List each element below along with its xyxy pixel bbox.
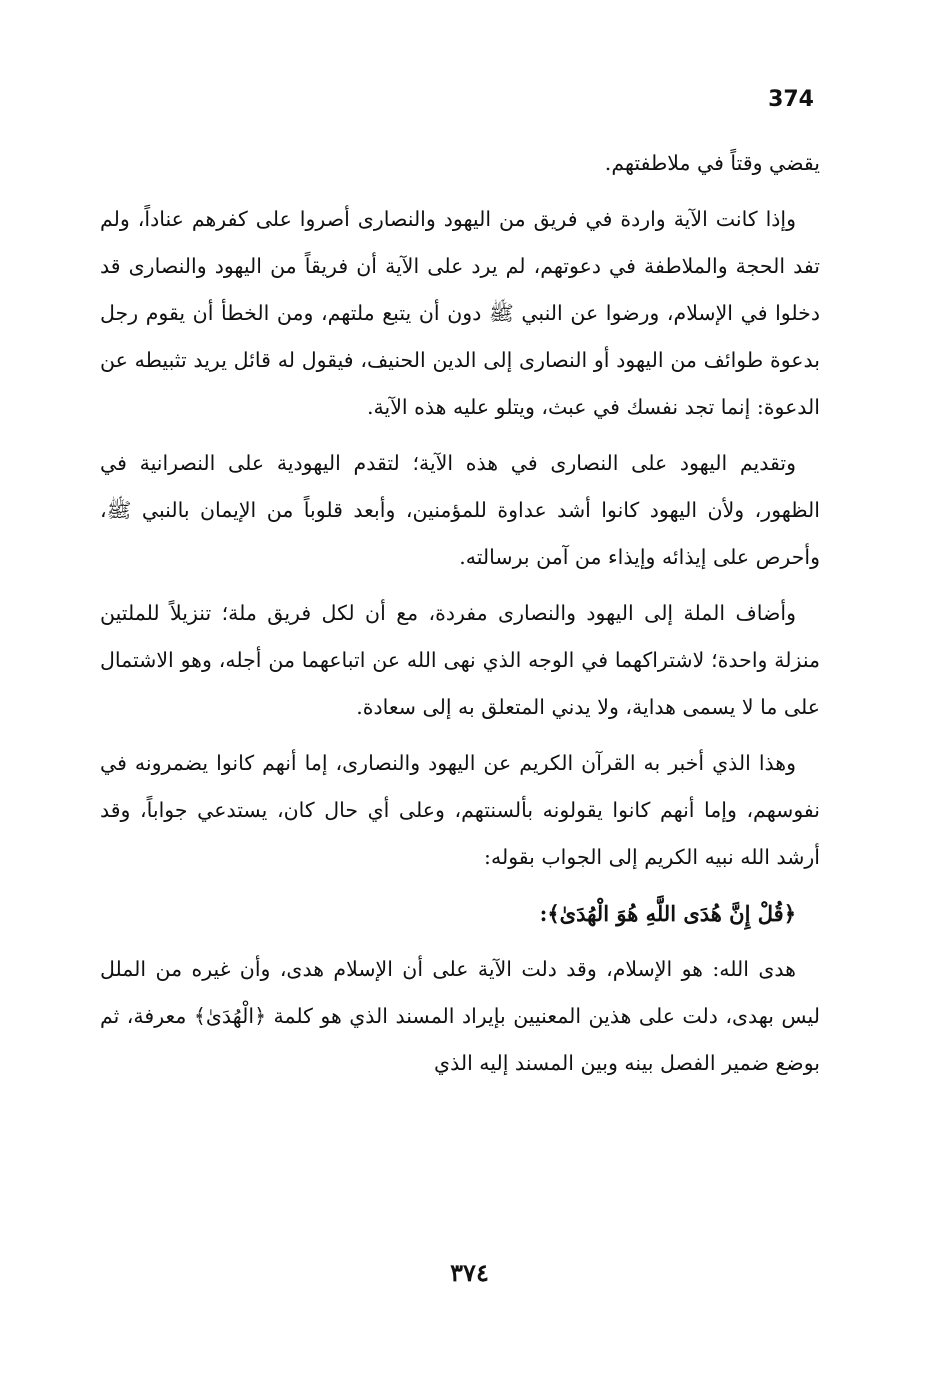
page-number-bottom: ٣٧٤ <box>450 1258 489 1287</box>
paragraph-1: يقضي وقتاً في ملاطفتهم. <box>604 151 820 175</box>
quran-verse: ﴿قُلْ إِنَّ هُدَى اللَّهِ هُوَ الْهُدَىٰ﴾: <box>539 901 796 926</box>
paragraph-4: وأضاف الملة إلى اليهود والنصارى مفردة، مع أن لكل فريق ملة؛ تنزيلاً للملتين منزلة واحدة؛ لاشتراكهما في الوجه الذي نهى الله عن اتباعهما من أجله، وهو الاشتمال على ما لا يسمى هداية، ولا يدني المتعلق به إلى سعادة. <box>100 601 820 719</box>
paragraph-5: وهذا الذي أخبر به القرآن الكريم عن اليهود والنصارى، إما أنهم كانوا يضمرونه في نفوسهم، وإما أنهم كانوا يقولونه بألسنتهم، وعلى أي حال كان، يستدعي جواباً، وقد أرشد الله نبيه الكريم إلى الجواب بقوله: <box>100 751 820 869</box>
page-number-top: 374 <box>768 87 814 112</box>
paragraph-6: هدى الله: هو الإسلام، وقد دلت الآية على أن الإسلام هدى، وأن غيره من الملل ليس بهدى، دلت على هذين المعنيين بإيراد المسند الذي هو كلمة ﴿الْهُدَىٰ﴾ معرفة، ثم بوضع ضمير الفصل بينه وبين المسند إليه الذي <box>100 957 820 1075</box>
paragraph-3: وتقديم اليهود على النصارى في هذه الآية؛ لتقدم اليهودية على النصرانية في الظهور، ولأن اليهود كانوا أشد عداوة للمؤمنين، وأبعد قلوباً من الإيمان بالنبي ﷺ، وأحرص على إيذائه وإيذاء من آمن برسالته. <box>100 451 820 569</box>
paragraph-2: وإذا كانت الآية واردة في فريق من اليهود والنصارى أصروا على كفرهم عناداً، ولم تفد الحجة والملاطفة في دعوتهم، لم يرد على الآية أن فريقاً من اليهود والنصارى قد دخلوا في الإسلام، ورضوا عن النبي ﷺ دون أن يتبع ملتهم، ومن الخطأ أن يقوم رجل بدعوة طوائف من اليهود أو النصارى إلى الدين الحنيف، فيقول له قائل يريد تثبيطه عن الدعوة: إنما تجد نفسك في عبث، ويتلو عليه هذه الآية. <box>100 207 820 419</box>
body-text <box>100 140 820 1096</box>
